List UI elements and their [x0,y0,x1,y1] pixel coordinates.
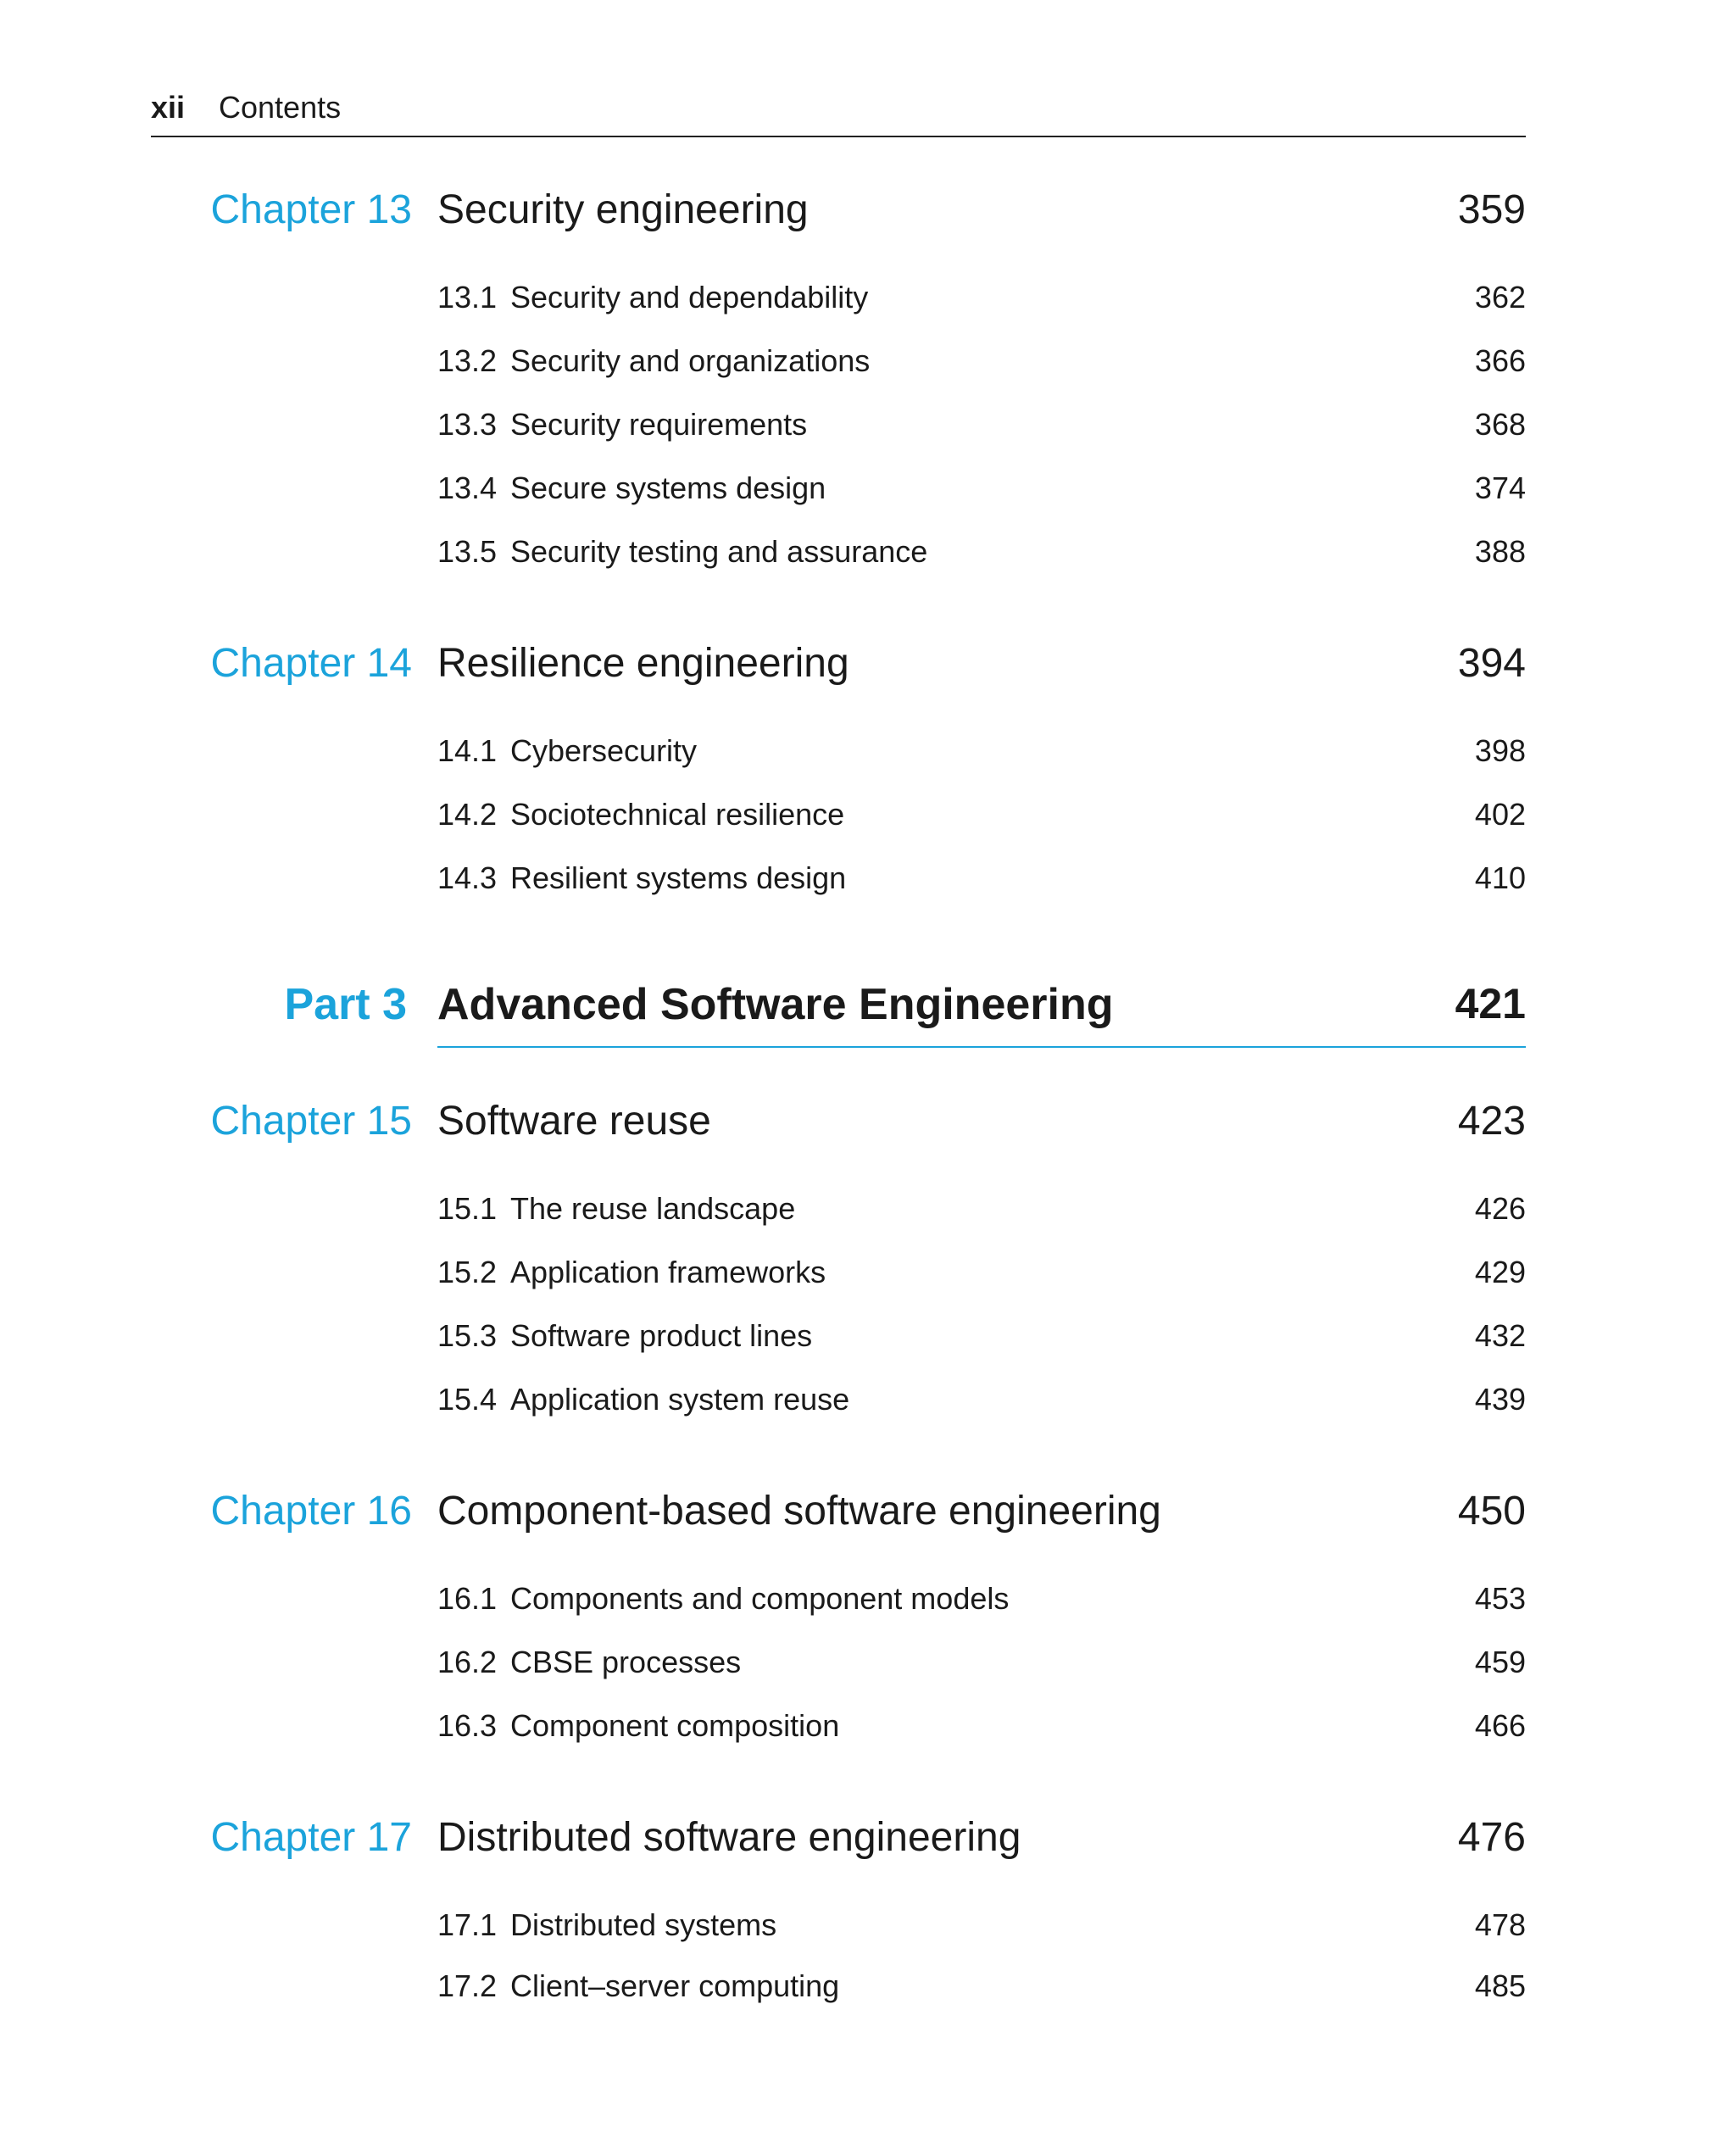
section-title: Sociotechnical resilience [510,797,845,832]
chapter-page-number: 450 [1457,1489,1526,1534]
chapter-title: Software reuse [437,1099,711,1144]
section-title: Client–server computing [510,1968,840,2003]
part-page-number: 421 [1455,980,1526,1027]
section-page-number: 478 [1474,1907,1526,1942]
section-number: 13.3 [437,407,498,442]
section-title: Security requirements [510,407,808,442]
section-number: 14.1 [437,733,498,768]
section-title: Cybersecurity [510,733,698,768]
section-number: 14.3 [437,860,498,895]
chapter-label: Chapter 13 [210,187,412,232]
section-title: Application frameworks [510,1255,826,1289]
section-title: Resilient systems design [510,860,847,895]
chapter-title: Security engineering [437,187,809,232]
section-number: 13.2 [437,343,498,378]
section-page-number: 439 [1474,1382,1526,1417]
section-number: 16.3 [437,1708,498,1743]
section-title: Security testing and assurance [510,534,928,569]
section-page-number: 410 [1474,860,1526,895]
chapter-label: Chapter 15 [210,1099,412,1144]
section-page-number: 366 [1474,343,1526,378]
section-page-number: 362 [1474,280,1526,315]
section-title: Components and component models [510,1581,1010,1616]
chapter-label: Chapter 17 [210,1815,412,1860]
section-number: 15.2 [437,1255,498,1289]
section-number: 13.5 [437,534,498,569]
section-title: Application system reuse [510,1382,850,1417]
chapter-title: Distributed software engineering [437,1815,1021,1860]
section-page-number: 429 [1474,1255,1526,1289]
section-title: The reuse landscape [510,1191,796,1226]
section-title: Security and dependability [510,280,869,315]
section-title: Security and organizations [510,343,871,378]
section-page-number: 402 [1474,797,1526,832]
section-number: 13.4 [437,470,498,505]
part-title: Advanced Software Engineering [437,980,1114,1029]
section-page-number: 459 [1474,1645,1526,1679]
section-page-number: 432 [1474,1318,1526,1353]
section-title: Software product lines [510,1318,813,1353]
section-number: 16.1 [437,1581,498,1616]
section-title: Distributed systems [510,1907,777,1942]
section-title: Secure systems design [510,470,826,505]
chapter-page-number: 423 [1457,1099,1526,1144]
section-number: 16.2 [437,1645,498,1679]
chapter-title: Resilience engineering [437,641,849,686]
section-number: 17.1 [437,1907,498,1942]
chapter-title: Component-based software engineering [437,1489,1161,1534]
chapter-page-number: 476 [1457,1815,1526,1860]
section-title: Component composition [510,1708,840,1743]
chapter-page-number: 359 [1457,187,1526,232]
page-number: xii [151,90,186,125]
part-label: Part 3 [284,980,407,1029]
part-divider [437,1046,1526,1048]
section-number: 15.1 [437,1191,498,1226]
section-number: 13.1 [437,280,498,315]
running-head: Contents [219,90,342,125]
section-page-number: 485 [1474,1968,1526,2003]
section-number: 15.4 [437,1382,498,1417]
chapter-label: Chapter 14 [210,641,412,686]
section-page-number: 453 [1474,1581,1526,1616]
section-number: 14.2 [437,797,498,832]
section-number: 15.3 [437,1318,498,1353]
section-page-number: 398 [1474,733,1526,768]
section-page-number: 368 [1474,407,1526,442]
section-page-number: 374 [1474,470,1526,505]
section-page-number: 466 [1474,1708,1526,1743]
section-title: CBSE processes [510,1645,742,1679]
section-page-number: 388 [1474,534,1526,569]
section-number: 17.2 [437,1968,498,2003]
chapter-page-number: 394 [1457,641,1526,686]
chapter-label: Chapter 16 [210,1489,412,1534]
section-page-number: 426 [1474,1191,1526,1226]
